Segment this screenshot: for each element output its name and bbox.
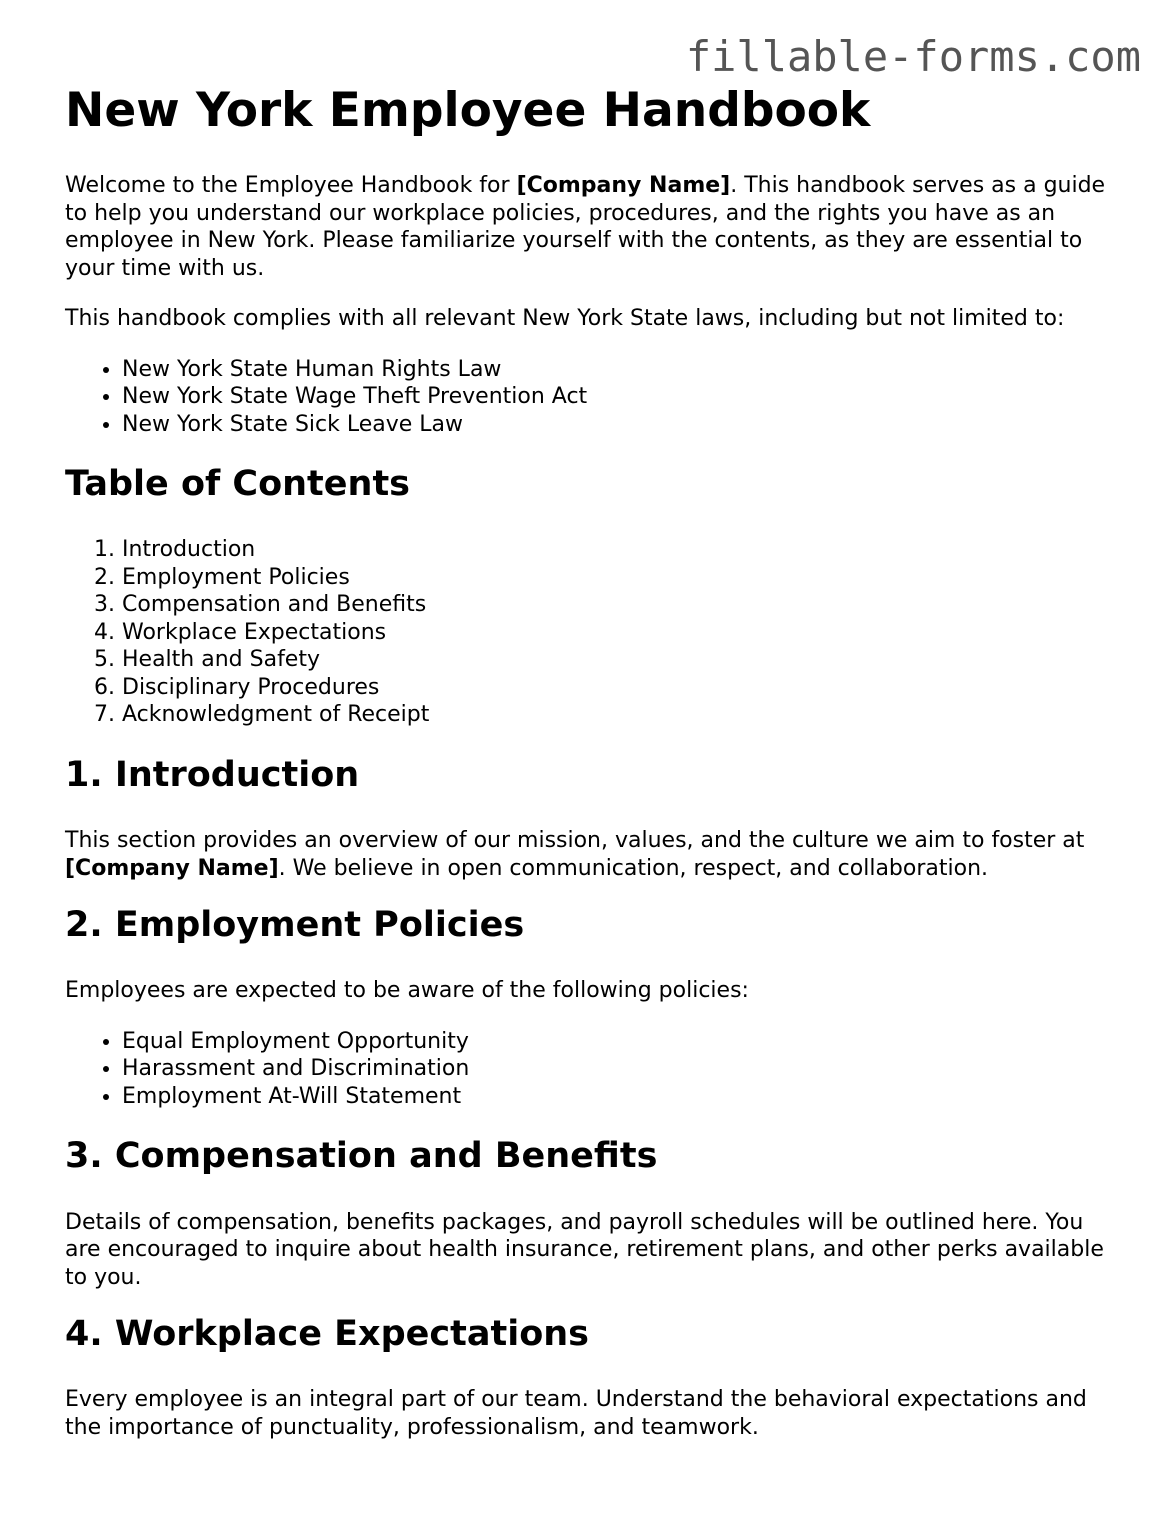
compensation-paragraph: Details of compensation, benefits packages, and payroll schedules will be outlined here. You are encouraged to inquire about health insurance, retirement plans, and other perks available to you.: [65, 1209, 1104, 1290]
compliance-paragraph: This handbook complies with all relevant New York State laws, including but not limited to:: [65, 306, 1065, 332]
intro-paragraph: [65, 172, 1125, 282]
section-heading-expectations: 4. Workplace Expectations: [65, 1314, 590, 1355]
section-heading-introduction: 1. Introduction: [65, 754, 360, 795]
document-page: [65, 84, 1125, 1464]
policies-list: [65, 1028, 1125, 1111]
list-item: • Harassment and Discrimination: [122, 1055, 1125, 1083]
intro-text-after: . This handbook serves as a guide to help you understand our workplace policies, procedures, and the rights you have as an employee in New York. Please familiarize yourself with the contents, as they are essential to your time with us.: [65, 173, 1106, 281]
list-item: • Equal Employment Opportunity: [122, 1028, 1125, 1056]
introduction-text-before: This section provides an overview of our mission, values, and the culture we aim to foster at: [65, 828, 1085, 854]
section-heading-compensation: 3. Compensation and Benefits: [65, 1136, 658, 1177]
laws-list: [65, 356, 1125, 439]
toc-item: 6. Disciplinary Procedures: [122, 674, 1125, 702]
watermark: fillable-forms.com: [685, 32, 1141, 81]
list-item: • New York State Wage Theft Prevention Act: [122, 383, 1125, 411]
toc-item: 5. Health and Safety: [122, 646, 1125, 674]
list-item: • New York State Human Rights Law: [122, 356, 1125, 384]
list-item: • Employment At-Will Statement: [122, 1083, 1125, 1111]
introduction-text-after: . We believe in open communication, respect, and collaboration.: [278, 855, 989, 881]
toc-list: [65, 536, 1125, 729]
expectations-paragraph: Every employee is an integral part of our team. Understand the behavioral expectations and the importance of punctuality, professionalism, and teamwork.: [65, 1387, 1087, 1440]
toc-item: 7. Acknowledgment of Receipt: [122, 701, 1125, 729]
toc-item: 1. Introduction: [122, 536, 1125, 564]
policies-paragraph: Employees are expected to be aware of the following policies:: [65, 978, 749, 1004]
company-name-placeholder: [Company Name]: [65, 855, 279, 881]
page-title: New York Employee Handbook: [65, 83, 871, 138]
list-item: • New York State Sick Leave Law: [122, 411, 1125, 439]
company-name-placeholder: [Company Name]: [516, 173, 731, 199]
intro-text-before: Welcome to the Employee Handbook for: [65, 173, 517, 199]
introduction-paragraph: [65, 827, 1125, 882]
section-heading-policies: 2. Employment Policies: [65, 905, 525, 946]
toc-item: 2. Employment Policies: [122, 564, 1125, 592]
toc-item: 3. Compensation and Benefits: [122, 591, 1125, 619]
toc-item: 4. Workplace Expectations: [122, 619, 1125, 647]
toc-heading: Table of Contents: [65, 464, 411, 505]
